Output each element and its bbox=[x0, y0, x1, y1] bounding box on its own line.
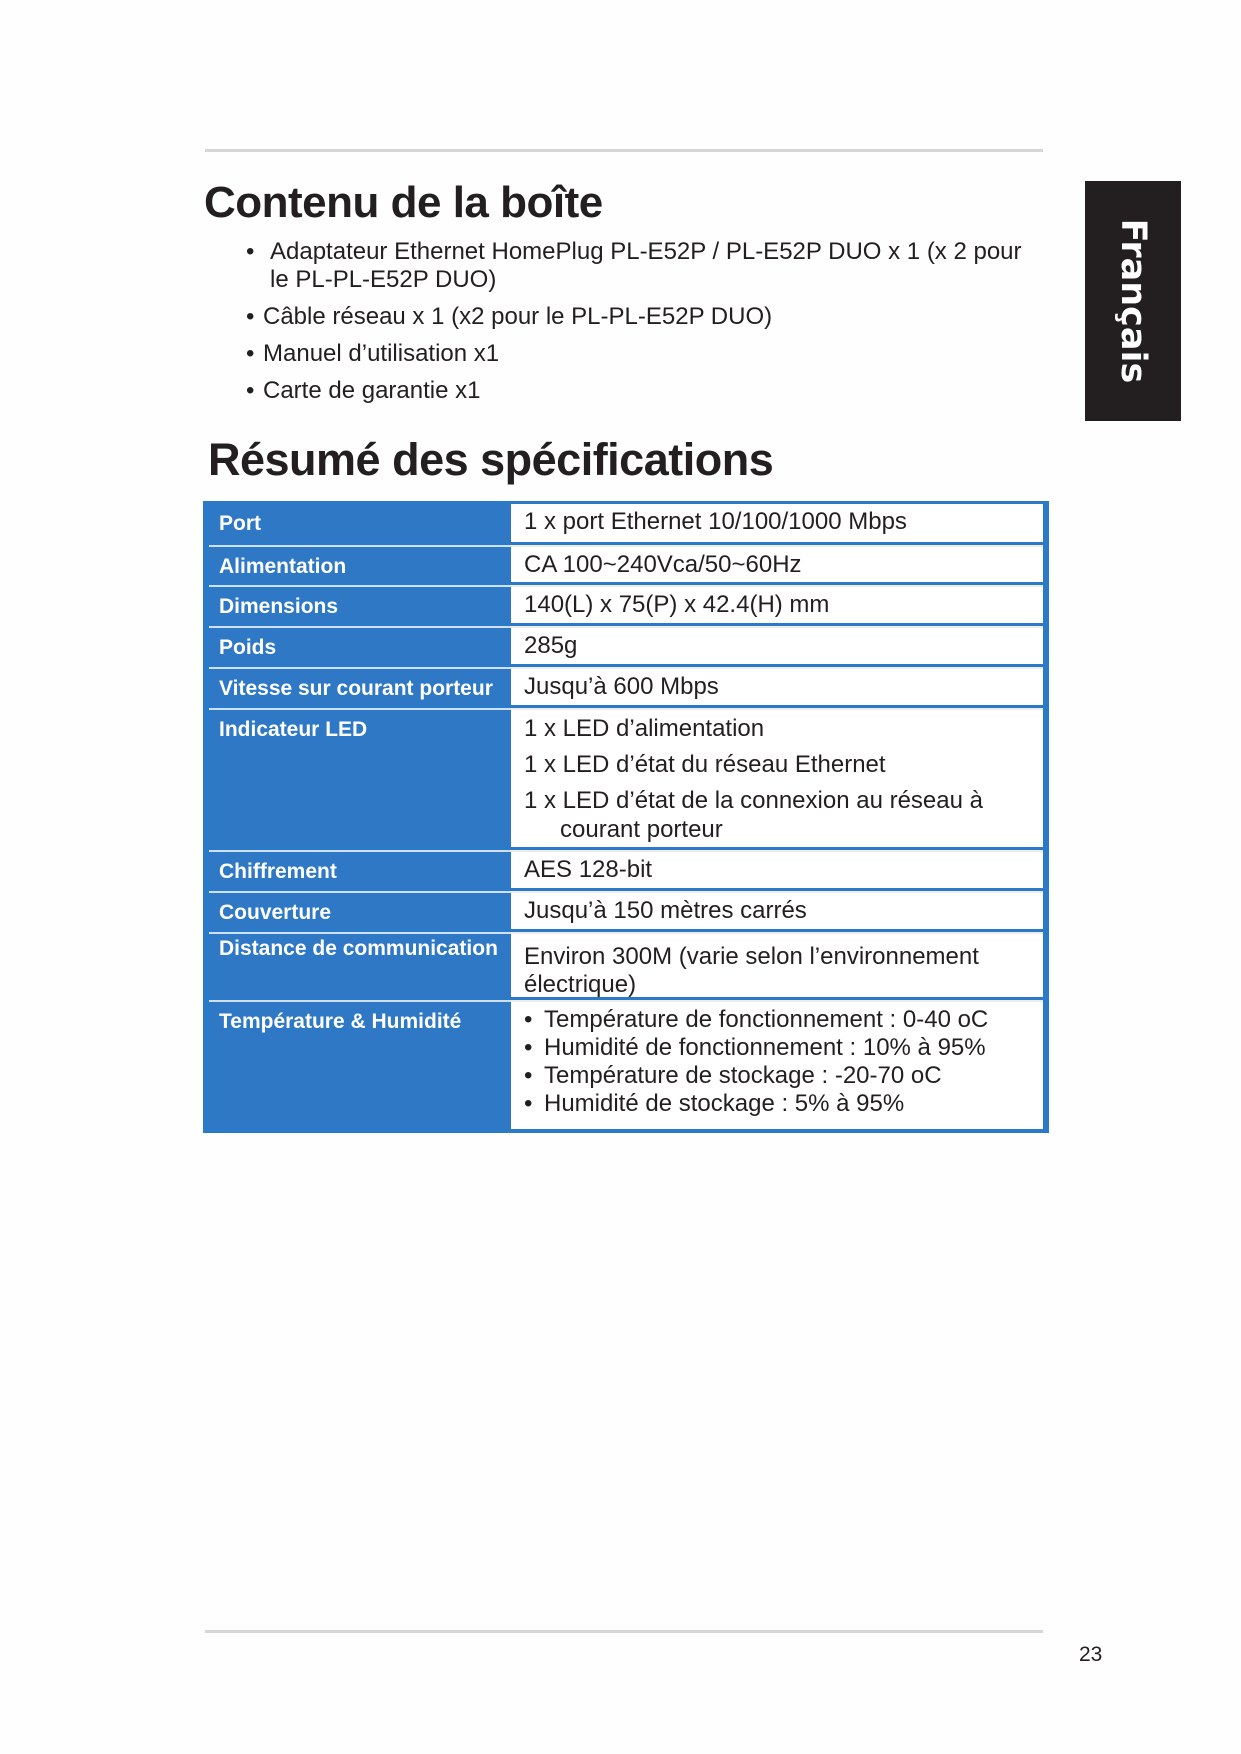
top-rule bbox=[205, 149, 1043, 152]
page-number: 23 bbox=[1079, 1643, 1103, 1666]
list-item: • Câble réseau x 1 (x2 pour le PL-PL-E52P DUO) bbox=[246, 303, 1036, 331]
table-row bbox=[203, 888, 1049, 929]
list-item: • Humidité de stockage : 5% à 95% bbox=[524, 1090, 1043, 1118]
spec-label: Couverture bbox=[209, 891, 511, 929]
spec-value: CA 100~240Vca/50~60Hz bbox=[511, 545, 1043, 582]
list-item: • Adaptateur Ethernet HomePlug PL-E52P / PL-E52P DUO x 1 (x 2 pour le PL-PL-E52P DUO) bbox=[246, 238, 1036, 294]
table-row bbox=[203, 582, 1049, 623]
spec-label: Chiffrement bbox=[209, 850, 511, 888]
specs-heading: Résumé des spécifications bbox=[208, 434, 774, 485]
table-row bbox=[203, 847, 1049, 888]
table-row bbox=[203, 705, 1049, 847]
table-row bbox=[203, 664, 1049, 705]
spec-value: Jusqu’à 600 Mbps bbox=[511, 667, 1043, 705]
list-item: • Humidité de fonctionnement : 10% à 95% bbox=[524, 1034, 1043, 1062]
spec-label: Port bbox=[209, 504, 511, 542]
led-line: 1 x LED d’état de la connexion au réseau à bbox=[524, 787, 983, 814]
list-item: • Carte de garantie x1 bbox=[246, 377, 1036, 405]
spec-label: Alimentation bbox=[209, 545, 511, 582]
contents-list bbox=[246, 238, 1036, 414]
led-line: 1 x LED d’état du réseau Ethernet bbox=[524, 751, 886, 778]
table-row bbox=[203, 501, 1049, 542]
spec-value bbox=[511, 708, 1043, 847]
spec-value: 285g bbox=[511, 626, 1043, 664]
table-row bbox=[203, 997, 1049, 1129]
list-item: • Température de stockage : -20-70 oC bbox=[524, 1062, 1043, 1090]
language-tab bbox=[1085, 181, 1181, 421]
led-line: courant porteur bbox=[560, 816, 723, 843]
list-item: • Manuel d’utilisation x1 bbox=[246, 340, 1036, 368]
contents-heading: Contenu de la boîte bbox=[204, 178, 603, 227]
spec-label: Dimensions bbox=[209, 585, 511, 623]
spec-value: AES 128-bit bbox=[511, 850, 1043, 888]
spec-value: 140(L) x 75(P) x 42.4(H) mm bbox=[511, 585, 1043, 623]
spec-label: Indicateur LED bbox=[209, 708, 511, 847]
conditions-list bbox=[524, 1006, 1043, 1118]
table-row bbox=[203, 929, 1049, 997]
spec-table bbox=[203, 501, 1049, 1133]
language-tab-label: Français bbox=[1113, 218, 1153, 384]
spec-value: Jusqu’à 150 mètres carrés bbox=[511, 891, 1043, 929]
spec-label: Température & Humidité bbox=[209, 1000, 511, 1129]
bottom-rule bbox=[205, 1630, 1043, 1633]
spec-value: 1 x port Ethernet 10/100/1000 Mbps bbox=[511, 504, 1043, 542]
spec-value bbox=[511, 1000, 1043, 1129]
table-row bbox=[203, 623, 1049, 664]
spec-label: Distance de communication bbox=[209, 932, 511, 997]
spec-label: Vitesse sur courant porteur bbox=[209, 667, 511, 705]
spec-label: Poids bbox=[209, 626, 511, 664]
table-row bbox=[203, 542, 1049, 582]
spec-value: Environ 300M (varie selon l’environnement électrique) bbox=[511, 932, 1043, 997]
led-line: 1 x LED d’alimentation bbox=[524, 715, 765, 742]
list-item: • Température de fonctionnement : 0-40 oC bbox=[524, 1006, 1043, 1034]
